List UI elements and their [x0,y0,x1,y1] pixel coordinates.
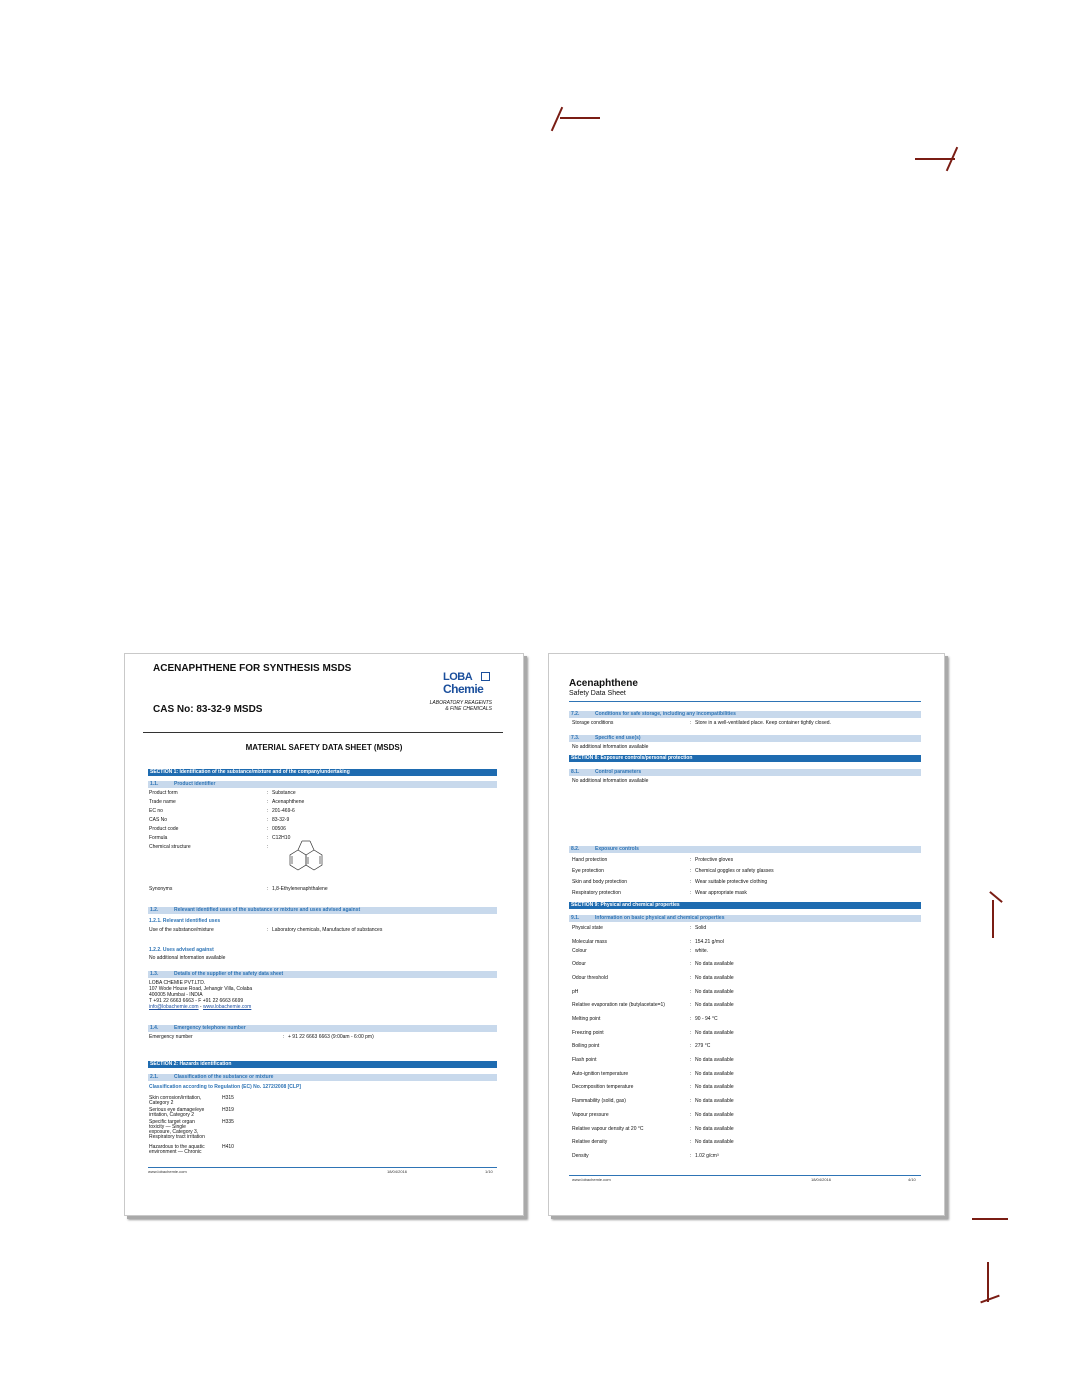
exposure-row-label: Skin and body protection [572,879,628,885]
property-row-value: white. [695,948,709,954]
property-row-label: Melting point [572,1016,601,1022]
no-info-text: No additional information available [572,744,649,750]
footer-rule [148,1167,497,1168]
document-title: Acenaphthene [569,678,638,689]
hazard-class-text: Respiratory tract irritation [149,1134,205,1140]
property-row-value: No data available [695,1139,734,1145]
colon-separator: : [267,826,269,832]
hazard-class-text: exposure, Category 3, [149,1129,199,1135]
identifier-row-value: Acenaphthene [272,799,305,805]
supplier-line: 400005 Mumbai - INDIA [149,992,203,998]
footer-page-number: 4/10 [908,1177,916,1182]
identifier-row-value: 201-469-6 [272,808,295,814]
property-row-label: Boiling point [572,1043,600,1049]
colon-separator: : [690,1071,692,1077]
colon-separator: : [690,961,692,967]
supplier-line: 107 Wode House Road, Jehangir Villa, Colaba [149,986,253,992]
clp-heading: Classification according to Regulation (EC) No. 1272/2008 [CLP] [149,1084,301,1090]
property-row-label: Relative density [572,1139,608,1145]
email-link[interactable]: info@lobachemie.com [149,1004,199,1010]
footer-rule [569,1175,921,1176]
colon-separator: : [690,1002,692,1008]
section-8-1-header: 8.1. Control parameters [569,769,921,776]
crop-mark [987,1262,989,1302]
crop-mark [915,158,955,160]
hazard-class-text: Specific target organ [149,1119,195,1125]
document-page-4: Acenaphthene Safety Data Sheet 7.2. Conditions for safe storage, including any incompatibilities Storage conditions : Store in a well-ventilated place. Keep container tightly closed. 7.3. Specific end use(s) No additional information available SECTION 8: Exposure controls/personal protection 8.1. Control parameters No additional information available 8.2. Exposure controls Hand protection : Protective gloves Eye protection : Chemical goggles or safety glasses Skin and body protection : Wear suitable protective clothing Respiratory protection : Wear appropriate mask SECTION 9: Physical and chemical properties 9.1. Information on basic physical and chemical properties Physical state : Solid Molecular mass : 154.21 g/mol Colour : white. Odour : No data available Odour threshold : No data available pH : No data available Relative evaporation rate (butylacetate=1) : No data available Melting point : 90 - 94 °C Freezing point : No data available Boiling point : 279 °C Flash point : No data available Auto-ignition temperature : No data available Decomposition temperature : No data available Flammability (solid, gas) : No data available Vapour pressure : No data available Relative vapour density at 20 °C : No data available Relative density : No data available Density : 1.02 g/cm³ www.lobachemie.com 18/04/2016 4/10 [548,653,945,1216]
property-row-label: Molecular mass [572,939,608,945]
hazard-class-text: Serious eye damage/eye [149,1107,205,1113]
property-row-label: Flammability (solid, gas) [572,1098,626,1104]
colon-separator: : [267,790,269,796]
colon-separator: : [690,1043,692,1049]
section-8-2-header: 8.2. Exposure controls [569,846,921,853]
property-row-label: Colour [572,948,587,954]
identifier-row-label: Product form [149,790,178,796]
exposure-row-value: Protective gloves [695,857,734,863]
hazard-code: H315 [222,1095,234,1101]
section-1-1-header: 1.1. Product identifier [148,781,497,788]
subsection-1-2-2: 1.2.2. Uses advised against [149,947,214,953]
colon-separator: : [690,975,692,981]
section-1-2-header: 1.2. Relevant identified uses of the substance or mixture and uses advised against [148,907,497,914]
property-row-label: Vapour pressure [572,1112,609,1118]
property-row-value: No data available [695,1071,734,1077]
section-2-1-header: 2.1. Classification of the substance or mixture [148,1074,497,1081]
section-2-header: SECTION 2: Hazards identification [148,1061,497,1068]
property-row-value: No data available [695,975,734,981]
hazard-code: H335 [222,1119,234,1125]
colon-separator: : [267,835,269,841]
property-row-label: Flash point [572,1057,597,1063]
property-row-value: No data available [695,1126,734,1132]
colon-separator: : [267,799,269,805]
colon-separator: : [690,1030,692,1036]
crop-mark [972,1218,1008,1220]
property-row-label: Freezing point [572,1030,604,1036]
document-page-1: ACENAPHTHENE FOR SYNTHESIS MSDS CAS No: 83-32-9 MSDS LOBA Chemie LABORATORY REAGENTS & FINE CHEMICALS MATERIAL SAFETY DATA SHEET (MSDS) SECTION 1: Identification of the substance/mixture and of the company/undertaking 1.1. Product identifier Product form : Substance Trade name : Acenaphthene EC no : 201-469-6 CAS No : 83-32-9 Product code : 00506 Formula : C12H10 Chemical structure : Synonyms : 1,8-Ethylenenaphthalene 1.2. Relevant identified uses of the substance or mixture and uses advised against 1.2.1. Relevant identified uses Use of the substance/mixture : Laboratory chemicals, Manufacture of substances 1.2.2. Uses advised against No additional information available 1.3. Details of the supplier of the safety data sheet LOBA CHEMIE PVT.LTD. 107 Wode House Road, Jehangir Villa, Colaba 400005 Mumbai - INDIA T +91 22 6663 6663 - F +91 22 6663 6699 info@lobachemie.com - www.lobachemie.com 1.4. Emergency telephone number Emergency number : + 91 22 6663 6663 (9:00am - 6:00 pm) SECTION 2: Hazards identification 2.1. Classification of the substance or mixture Classification according to Regulation (EC) No. 1272/2008 [CLP] Skin corrosion/irritation, Category 2 H315 Serious eye damage/eye irritation, Category 2 H319 Specific target organ toxicity — Single exposure, Category 3, Respiratory tract irritation H335 Hazardous to the aquatic environment — Chronic H410 www.lobachemie.com 18/04/2016 1/10 [124,653,524,1216]
colon-separator: : [690,948,692,954]
hazard-class-text: Skin corrosion/irritation, [149,1095,202,1101]
colon-separator: : [690,989,692,995]
property-row-value: Solid [695,925,707,931]
property-row-label: Auto-ignition temperature [572,1071,629,1077]
identifier-row-label: CAS No [149,817,168,823]
property-row-label: Decomposition temperature [572,1084,634,1090]
exposure-row-label: Hand protection [572,857,608,863]
exposure-row-value: Wear suitable protective clothing [695,879,768,885]
exposure-row-value: Wear appropriate mask [695,890,747,896]
property-row-label: Physical state [572,925,603,931]
property-row-label: Odour [572,961,586,967]
colon-separator: : [690,939,692,945]
colon-separator: : [267,844,269,850]
section-7-2-header: 7.2. Conditions for safe storage, including any incompatibilities [569,711,921,718]
website-link[interactable]: www.lobachemie.com [203,1004,252,1010]
footer-page-number: 1/10 [485,1169,493,1174]
footer-website: www.lobachemie.com [148,1169,187,1174]
logo-tagline: LABORATORY REAGENTS [429,700,492,706]
identifier-row-value: Substance [272,790,296,796]
colon-separator: : [690,1057,692,1063]
property-row-label: pH [572,989,579,995]
property-row-value: No data available [695,1057,734,1063]
document-heading: MATERIAL SAFETY DATA SHEET (MSDS) [245,743,403,752]
identifier-row-value: C12H10 [272,835,291,841]
property-row-value: No data available [695,961,734,967]
section-7-3-header: 7.3. Specific end use(s) [569,735,921,742]
colon-separator: : [690,890,692,896]
colon-separator: : [690,879,692,885]
identifier-row-label: Trade name [149,799,176,805]
footer-website: www.lobachemie.com [572,1177,611,1182]
colon-separator: : [690,868,692,874]
exposure-row-value: Chemical goggles or safety glasses [695,868,774,874]
page-title: ACENAPHTHENE FOR SYNTHESIS MSDS [153,663,352,674]
section-9-header: SECTION 9: Physical and chemical properties [569,902,921,909]
section-9-1-header: 9.1. Information on basic physical and chemical properties [569,915,921,922]
supplier-line: T +91 22 6663 6663 - F +91 22 6663 6699 [149,998,244,1004]
property-row-value: No data available [695,1084,734,1090]
property-row-value: 90 - 94 °C [695,1016,718,1022]
property-row-label: Density [572,1153,589,1159]
divider [143,732,503,733]
exposure-row-label: Eye protection [572,868,604,874]
identifier-row-value: 83-32-9 [272,817,290,823]
property-row-label: Relative vapour density at 20 °C [572,1126,644,1132]
contact-links: info@lobachemie.com - www.lobachemie.com [149,1004,252,1010]
property-row-value: 279 °C [695,1043,711,1049]
property-row-value: 1.02 g/cm³ [695,1153,719,1159]
crop-mark [551,107,563,132]
section-1-3-header: 1.3. Details of the supplier of the safety data sheet [148,971,497,978]
identifier-row-label: Formula [149,835,168,841]
company-logo: LOBA Chemie [435,671,495,701]
section-8-header: SECTION 8: Exposure controls/personal protection [569,755,921,762]
property-row-value: No data available [695,1030,734,1036]
header-rule [569,701,921,702]
colon-separator: : [690,1153,692,1159]
identifier-row-label: EC no [149,808,163,814]
property-row-label: Odour threshold [572,975,608,981]
identifier-row-label: Chemical structure [149,844,191,850]
colon-separator: : [690,1139,692,1145]
hazard-code: H410 [222,1144,234,1150]
identifier-row-value: 00506 [272,826,286,832]
colon-separator: : [690,1016,692,1022]
no-info-text: No additional information available [572,778,649,784]
property-row-value: No data available [695,1002,734,1008]
colon-separator: : [690,1084,692,1090]
exposure-row-label: Respiratory protection [572,890,621,896]
document-subtitle: Safety Data Sheet [569,690,626,697]
colon-separator: : [267,817,269,823]
hazard-class-text: Hazardous to the aquatic [149,1144,205,1150]
colon-separator: : [690,857,692,863]
property-row-value: No data available [695,1112,734,1118]
crop-mark [980,1295,999,1304]
footer-date: 18/04/2016 [811,1177,832,1182]
property-row-value: No data available [695,989,734,995]
hazard-class-text: Category 2 [149,1100,174,1106]
supplier-line: LOBA CHEMIE PVT.LTD. [149,980,206,986]
hazard-class-text: irritation, Category 2 [149,1112,195,1118]
section-1-4-header: 1.4. Emergency telephone number [148,1025,497,1032]
colon-separator: : [690,925,692,931]
property-row-label: Relative evaporation rate (butylacetate=1) [572,1002,665,1008]
colon-separator: : [690,1098,692,1104]
footer-date: 18/04/2016 [387,1169,408,1174]
chemical-structure-diagram [283,838,329,880]
property-row-value: 154.21 g/mol [695,939,724,945]
colon-separator: : [267,808,269,814]
no-info-text: No additional information available [149,955,226,961]
colon-separator: : [690,1112,692,1118]
identifier-row-label: Product code [149,826,179,832]
hazard-code: H319 [222,1107,234,1113]
crop-mark [560,117,600,119]
subsection-1-2-1: 1.2.1. Relevant identified uses [149,918,221,924]
property-row-value: No data available [695,1098,734,1104]
hazard-class-text: environment — Chronic [149,1149,202,1155]
hazard-class-text: toxicity — Single [149,1124,186,1130]
cas-title: CAS No: 83-32-9 MSDS [153,704,263,715]
crop-mark [992,900,994,938]
section-1-header: SECTION 1: Identification of the substance/mixture and of the company/undertaking [148,769,497,776]
colon-separator: : [690,1126,692,1132]
logo-tagline: & FINE CHEMICALS [445,706,492,712]
